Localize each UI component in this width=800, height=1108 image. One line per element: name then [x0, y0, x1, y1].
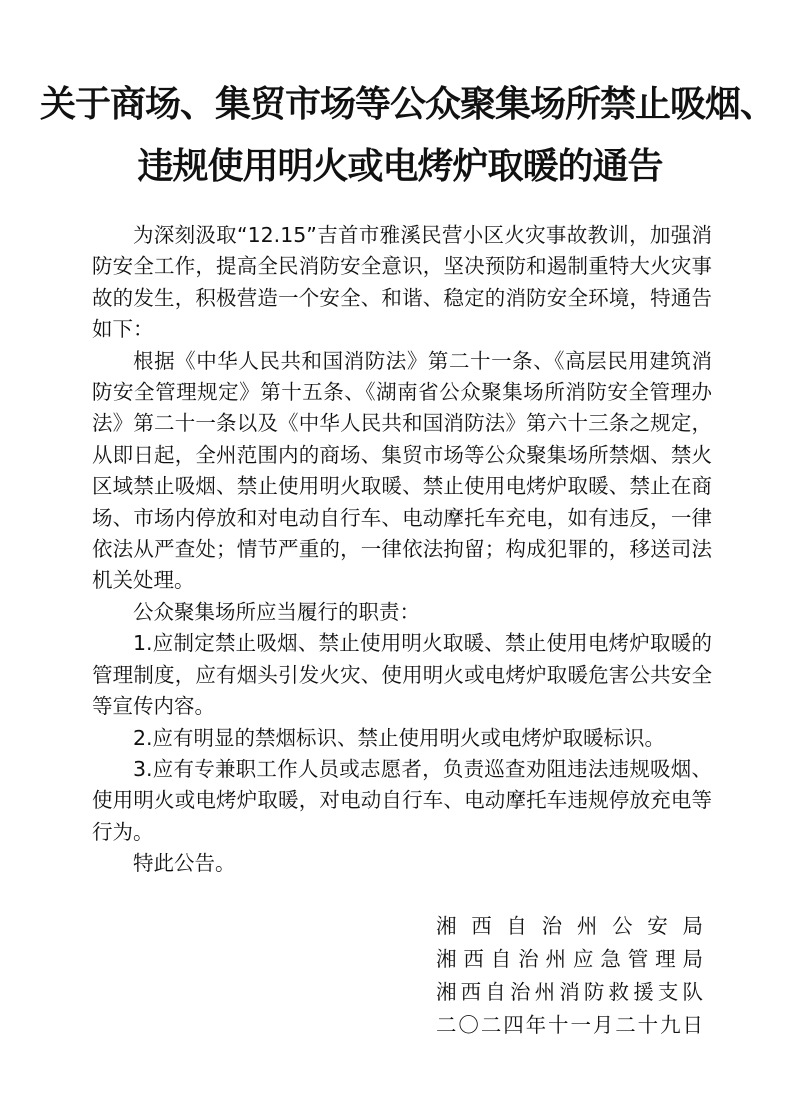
paragraph-intro: 为深刻汲取“12.15”吉首市雅溪民营小区火灾事故教训，加强消防安全工作，提高全民消防安全意识，坚决预防和遏制重特大火灾事故的发生，积极营造一个安全、和谐、稳定的消防安全环境，特通告如下：	[92, 223, 712, 342]
issuer-emergency-management: 湘西自治州应急管理局	[436, 947, 704, 971]
issuer-fire-rescue: 湘西自治州消防救援支队	[436, 980, 704, 1004]
paragraph-duty-1: 1.应制定禁止吸烟、禁止使用明火取暖、禁止使用电烤炉取暖的管理制度，应有烟头引发火灾、使用明火或电烤炉取暖危害公共安全等宣传内容。	[92, 631, 712, 719]
signature-block	[436, 910, 704, 1042]
paragraph-duties-heading: 公众聚集场所应当履行的职责：	[133, 599, 420, 624]
paragraph-duty-2: 2.应有明显的禁烟标识、禁止使用明火或电烤炉取暖标识。	[133, 725, 666, 750]
issue-date: 二〇二四年十一月二十九日	[436, 1013, 704, 1037]
issuer-public-security: 湘西自治州公安局	[436, 914, 704, 938]
paragraph-closing: 特此公告。	[133, 851, 236, 876]
paragraph-duty-3: 3.应有专兼职工作人员或志愿者，负责巡查劝阻违法违规吸烟、使用明火或电烤炉取暖，对电动自行车、电动摩托车违规停放充电等行为。	[92, 756, 712, 844]
notice-title-line-2: 违规使用明火或电烤炉取暖的通告	[137, 145, 663, 187]
notice-body	[92, 220, 712, 880]
paragraph-legal-basis: 根据《中华人民共和国消防法》第二十一条、《高层民用建筑消防安全管理规定》第十五条、《湖南省公众聚集场所消防安全管理办法》第二十一条以及《中华人民共和国消防法》第六十三条之规定，从即日起，全州范围内的商场、集贸市场等公众聚集场所禁烟、禁火区域禁止吸烟、禁止使用明火取暖、禁止使用电烤炉取暖、禁止在商场、市场内停放和对电动自行车、电动摩托车充电，如有违反，一律依法从严查处；情节严重的，一律依法拘留；构成犯罪的，移送司法机关处理。	[92, 348, 712, 593]
notice-title-line-1: 关于商场、集贸市场等公众聚集场所禁止吸烟、	[40, 83, 776, 125]
